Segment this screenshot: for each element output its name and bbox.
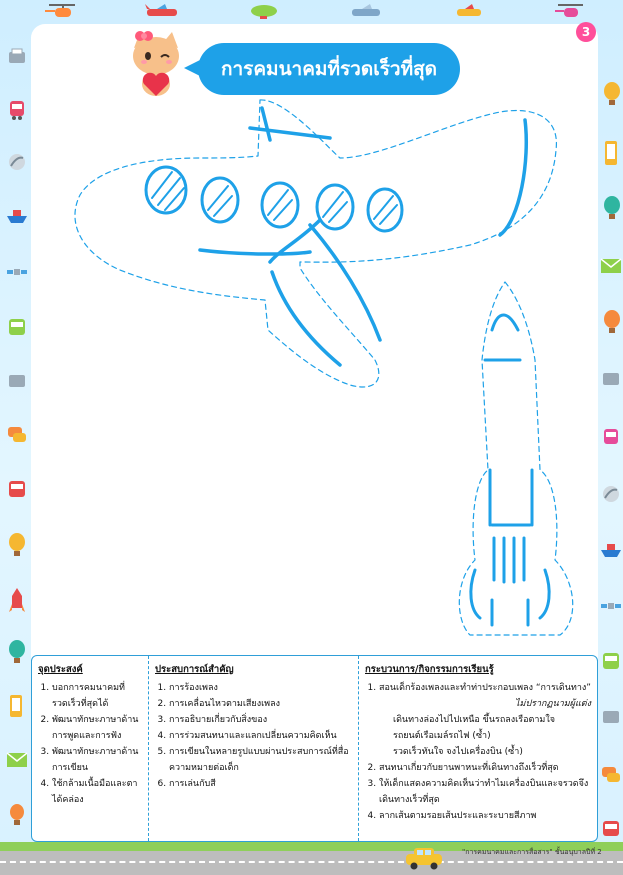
rocket-tracing (459, 282, 572, 635)
list-item: 2. การเคลื่อนไหวตามเสียงเพลง (169, 696, 354, 712)
list-item: 4. การร่วมสนทนาและแลกเปลี่ยนความคิดเห็น (169, 728, 354, 744)
list-item: 5. การเขียนในหลายรูปแบบผ่านประสบการณ์ที่สื่อความหมายต่อเด็ก (169, 744, 354, 776)
list-item: 4. ลากเส้นตามรอยเส้นประและระบายสีภาพ (379, 808, 593, 824)
experiences-heading: ประสบการณ์สำคัญ (155, 664, 234, 675)
song-lyric-line: รถยนต์เรือเมล์รถไฟ (ซ้ำ) (393, 731, 491, 741)
list-item: 3. พัฒนาทักษะภาษาด้านการเขียน (52, 744, 144, 776)
list-item: 4. ใช้กล้ามเนื้อมือและตาได้คล่อง (52, 776, 144, 808)
list-item (379, 680, 593, 760)
list-item: 6. การเล่นกับสี (169, 776, 354, 792)
experiences-list (155, 680, 354, 792)
road-line (0, 861, 623, 863)
chat-icon (601, 766, 621, 784)
page-number-badge: 3 (576, 22, 596, 42)
airplane-tracing (75, 100, 556, 387)
activities-list (365, 680, 593, 824)
list-item: 1. บอกการคมนาคมที่รวดเร็วที่สุดได้ (52, 680, 144, 712)
list-item: 2. สนทนาเกี่ยวกับยานพาหนะที่เดินทางถึงเร็วที่สุด (379, 760, 593, 776)
experiences-column (148, 656, 358, 841)
song-credit: ไม่ปรากฏนามผู้แต่ง (514, 699, 591, 709)
activities-heading: กระบวนการ/กิจกรรมการเรียนรู้ (365, 664, 494, 675)
train-icon (602, 820, 620, 840)
taxi-icon (402, 846, 446, 870)
list-item: 1. การร้องเพลง (169, 680, 354, 696)
page-title: การคมนาคมที่รวดเร็วที่สุด (198, 43, 460, 95)
mail-icon (6, 752, 28, 768)
fax-icon (602, 708, 620, 724)
balloon-icon (9, 804, 25, 826)
objectives-list (38, 680, 144, 808)
phone-icon (9, 694, 23, 718)
song-lyric-line: รวดเร็วทันใจ จงไปเครื่องบิน (ซ้ำ) (393, 747, 523, 757)
bus-icon (602, 652, 620, 672)
song-lyric-line: เดินทางล่องไปไปเหนือ ขึ้นรถลงเรือตามใจ (393, 715, 555, 725)
list-item: 3. ให้เด็กแสดงความคิดเห็นว่าทำไมเครื่องบินและจรวดจึงเดินทางเร็วที่สุด (379, 776, 593, 808)
lesson-info-table (31, 655, 598, 842)
activity-step-text: สอนเด็กร้องเพลงและทำท่าประกอบเพลง “การเดินทาง” (379, 683, 591, 693)
list-item: 2. พัฒนาทักษะภาษาด้านการพูดและการฟัง (52, 712, 144, 744)
list-item: 3. การอธิบายเกี่ยวกับสิ่งของ (169, 712, 354, 728)
activities-column (358, 656, 597, 841)
footer-caption: "การคมนาคมและการสื่อสาร" ชั้นอนุบาลปีที่ 2 (462, 848, 602, 856)
objectives-heading: จุดประสงค์ (38, 664, 83, 675)
objectives-column (32, 656, 148, 841)
